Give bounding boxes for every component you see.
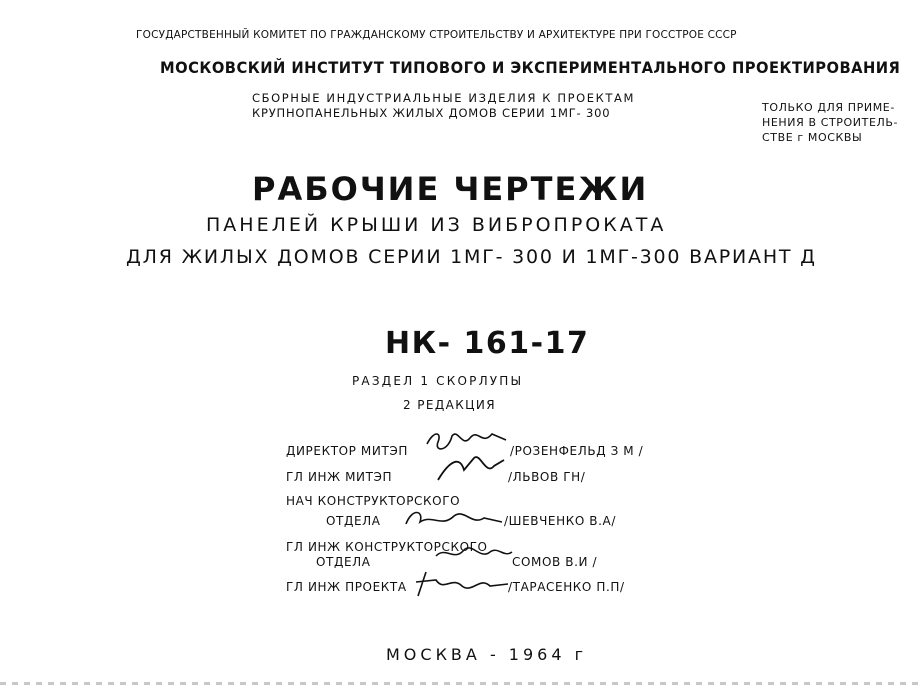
signature-role-head-design: НАЧ КОНСТРУКТОРСКОГО xyxy=(286,494,461,508)
signature-role-chief-design-engineer-line-2: ОТДЕЛА xyxy=(316,555,371,569)
document-subtitle-1: ПАНЕЛЕЙ КРЫШИ ИЗ ВИБРОПРОКАТА xyxy=(206,214,667,236)
signature-role-chief-project-engineer: ГЛ ИНЖ ПРОЕКТА xyxy=(286,580,407,594)
signature-scrawl-chief-engineer xyxy=(430,450,510,486)
signature-scrawl-chief-project-engineer xyxy=(412,568,512,602)
subtitle-line-2: КРУПНОПАНЕЛЬНЫХ ЖИЛЫХ ДОМОВ СЕРИИ 1МГ- 300 xyxy=(252,106,611,120)
city-year: МОСКВА - 1964 г xyxy=(386,645,588,664)
signature-name-director: /РОЗЕНФЕЛЬД З М / xyxy=(510,444,644,458)
section-label: РАЗДЕЛ 1 СКОРЛУПЫ xyxy=(352,374,524,388)
document-subtitle-2: ДЛЯ ЖИЛЫХ ДОМОВ СЕРИИ 1МГ- 300 И 1МГ-300 ВАРИАНТ Д xyxy=(126,246,817,268)
committee-line: ГОСУДАРСТВЕННЫЙ КОМИТЕТ ПО ГРАЖДАНСКОМУ СТРОИТЕЛЬСТВУ И АРХИТЕКТУРЕ ПРИ ГОССТРОЕ СССР xyxy=(136,29,737,41)
usage-note-line-2: НЕНИЯ В СТРОИТЕЛЬ- xyxy=(762,116,899,129)
signature-role-director: ДИРЕКТОР МИТЭП xyxy=(286,444,408,458)
document-title: РАБОЧИЕ ЧЕРТЕЖИ xyxy=(252,170,649,208)
signature-scrawl-chief-design-engineer xyxy=(432,540,516,568)
signature-name-chief-project-engineer: /ТАРАСЕНКО П.П/ xyxy=(508,580,625,594)
signature-name-head-design: /ШЕВЧЕНКО В.А/ xyxy=(504,514,616,528)
institute-name: МОСКОВСКИЙ ИНСТИТУТ ТИПОВОГО И ЭКСПЕРИМЕНТАЛЬНОГО ПРОЕКТИРОВАНИЯ xyxy=(160,58,901,77)
signature-role-chief-engineer: ГЛ ИНЖ МИТЭП xyxy=(286,470,393,484)
usage-note xyxy=(762,100,898,145)
signature-role-chief-design-engineer: ГЛ ИНЖ КОНСТРУКТОРСКОГО xyxy=(286,540,488,554)
signature-role-head-design-line-2: ОТДЕЛА xyxy=(326,514,381,528)
usage-note-line-1: ТОЛЬКО ДЛЯ ПРИМЕ- xyxy=(762,101,895,114)
document-code: НК- 161-17 xyxy=(385,326,590,361)
subtitle-line-1: СБОРНЫЕ ИНДУСТРИАЛЬНЫЕ ИЗДЕЛИЯ К ПРОЕКТАМ xyxy=(252,91,635,105)
edition-label: 2 РЕДАКЦИЯ xyxy=(403,398,497,412)
usage-note-line-3: СТВЕ г МОСКВЫ xyxy=(762,131,863,144)
signature-name-chief-engineer: /ЛЬВОВ ГН/ xyxy=(508,470,586,484)
signature-scrawl-head-design xyxy=(402,504,506,534)
signature-name-chief-design-engineer: СОМОВ В.И / xyxy=(512,555,598,569)
